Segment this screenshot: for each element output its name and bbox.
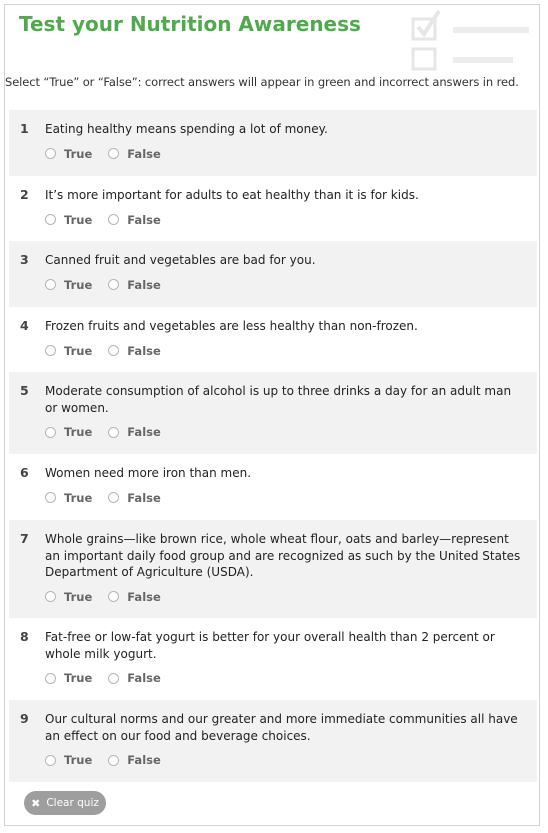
question-number: 2	[20, 187, 29, 202]
question-number: 9	[20, 711, 29, 726]
question-row	[9, 176, 537, 241]
question-row	[9, 700, 537, 782]
question-number: 7	[20, 531, 29, 546]
answer-options	[45, 342, 527, 360]
question-text: Women need more iron than men.	[45, 466, 252, 480]
quiz-title: Test your Nutrition Awareness	[19, 12, 361, 36]
question-row	[9, 307, 537, 372]
radio-true[interactable]	[45, 279, 56, 290]
question-row	[9, 110, 537, 176]
clear-quiz-button[interactable]	[24, 791, 106, 815]
option-false[interactable]	[108, 590, 161, 604]
option-true-label: True	[64, 212, 93, 227]
question-list	[9, 110, 537, 782]
answer-options	[45, 145, 527, 163]
option-true[interactable]	[45, 590, 92, 604]
question-text: Fat-free or low-fat yogurt is better for your overall health than 2 percent or whole milk yogurt.	[45, 630, 495, 661]
option-true-label: True	[64, 490, 93, 505]
radio-false[interactable]	[108, 673, 119, 684]
question-text: Our cultural norms and our greater and more immediate communities all have an effect on our food and beverage choices.	[45, 712, 518, 743]
option-false-label: False	[127, 425, 161, 439]
question-text: Whole grains—like brown rice, whole wheat flour, oats and barley—represent an important daily food group and are recognized as such by the United States Department of Agriculture (USDA).	[45, 532, 521, 579]
option-false[interactable]	[108, 344, 161, 358]
option-false-label: False	[127, 753, 161, 767]
radio-false[interactable]	[108, 591, 119, 602]
option-true-label: True	[64, 277, 93, 292]
option-false[interactable]	[108, 147, 161, 161]
option-true[interactable]	[45, 278, 92, 292]
answer-options	[45, 211, 527, 229]
radio-false[interactable]	[108, 492, 119, 503]
option-true-label: True	[64, 425, 93, 439]
radio-true[interactable]	[45, 591, 56, 602]
answer-options	[45, 423, 527, 441]
option-true-label: True	[64, 146, 93, 161]
option-false-label: False	[127, 589, 161, 604]
answer-options	[45, 588, 527, 606]
option-false[interactable]	[108, 213, 161, 227]
radio-true[interactable]	[45, 755, 56, 766]
question-row	[9, 454, 537, 520]
question-text: Eating healthy means spending a lot of money.	[45, 122, 328, 136]
quiz-header	[5, 5, 539, 71]
question-number: 1	[20, 121, 29, 136]
radio-false[interactable]	[108, 345, 119, 356]
option-true[interactable]	[45, 425, 92, 439]
question-text: Moderate consumption of alcohol is up to three drinks a day for an adult man or women.	[45, 384, 512, 415]
option-false[interactable]	[108, 671, 161, 685]
option-false-label: False	[127, 277, 161, 292]
question-text: It’s more important for adults to eat healthy than it is for kids.	[45, 188, 419, 202]
radio-true[interactable]	[45, 214, 56, 225]
question-number: 6	[20, 465, 29, 480]
option-false-label: False	[127, 490, 161, 505]
question-number: 3	[20, 252, 29, 267]
option-false-label: False	[127, 146, 161, 161]
question-row	[9, 618, 537, 700]
option-true-label: True	[64, 671, 93, 685]
option-true-label: True	[64, 343, 93, 358]
option-true[interactable]	[45, 491, 92, 505]
close-icon: ✖	[31, 796, 41, 810]
radio-false[interactable]	[108, 755, 119, 766]
option-true[interactable]	[45, 671, 92, 685]
question-row	[9, 520, 537, 618]
option-true[interactable]	[45, 147, 92, 161]
quiz-instruction: Select “True” or “False”: correct answers will appear in green and incorrect answers in red.	[5, 75, 519, 89]
radio-true[interactable]	[45, 492, 56, 503]
answer-options	[45, 489, 527, 507]
radio-true[interactable]	[45, 148, 56, 159]
option-true[interactable]	[45, 753, 92, 767]
checklist-icon	[409, 7, 533, 73]
question-number: 8	[20, 629, 29, 644]
answer-options	[45, 751, 527, 769]
radio-false[interactable]	[108, 148, 119, 159]
option-false[interactable]	[108, 425, 161, 439]
question-text: Canned fruit and vegetables are bad for you.	[45, 253, 316, 267]
option-true[interactable]	[45, 344, 92, 358]
question-number: 4	[20, 318, 29, 333]
option-false-label: False	[127, 343, 161, 358]
option-true-label: True	[64, 753, 93, 767]
option-true-label: True	[64, 589, 93, 604]
radio-false[interactable]	[108, 214, 119, 225]
quiz-container	[4, 4, 540, 826]
option-true[interactable]	[45, 213, 92, 227]
option-false-label: False	[127, 671, 161, 685]
option-false[interactable]	[108, 278, 161, 292]
radio-false[interactable]	[108, 279, 119, 290]
option-false-label: False	[127, 212, 161, 227]
question-number: 5	[20, 383, 29, 398]
question-row	[9, 372, 537, 454]
question-text: Frozen fruits and vegetables are less healthy than non-frozen.	[45, 319, 418, 333]
radio-true[interactable]	[45, 345, 56, 356]
option-false[interactable]	[108, 753, 161, 767]
radio-true[interactable]	[45, 673, 56, 684]
answer-options	[45, 276, 527, 294]
answer-options	[45, 669, 527, 687]
clear-quiz-label: Clear quiz	[46, 797, 99, 809]
question-row	[9, 241, 537, 307]
option-false[interactable]	[108, 491, 161, 505]
radio-false[interactable]	[108, 427, 119, 438]
radio-true[interactable]	[45, 427, 56, 438]
